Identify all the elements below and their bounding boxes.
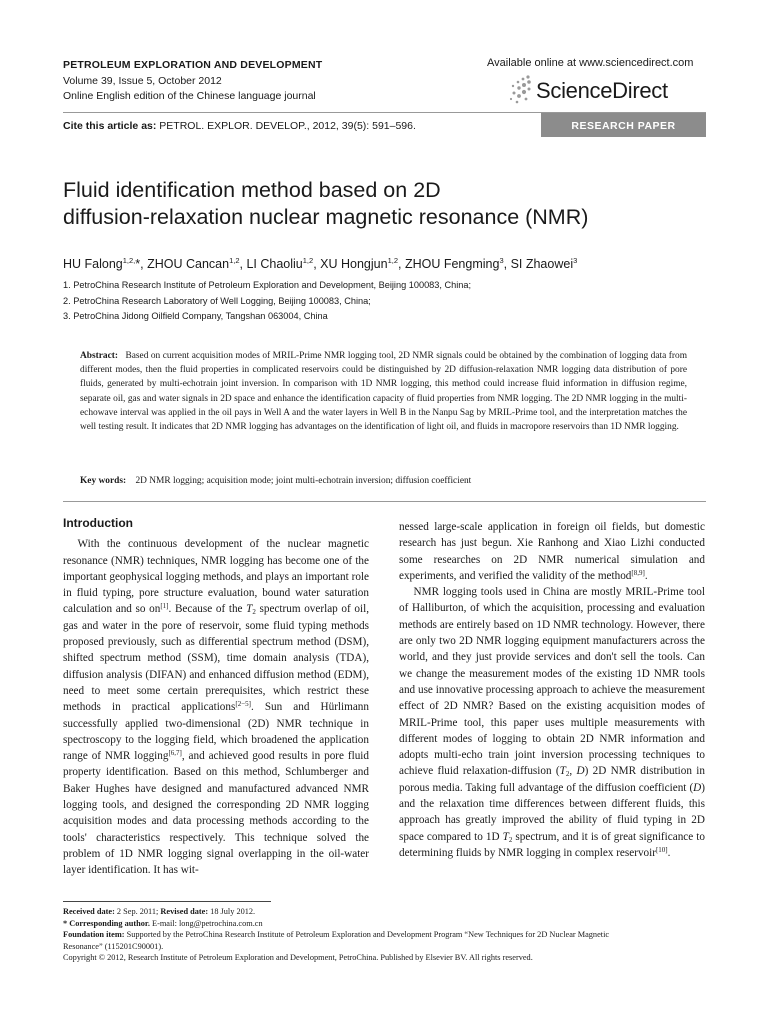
author-affiliation-mark: 3 (499, 256, 504, 265)
text-run: 18 July 2012. (208, 907, 256, 916)
text-run: , and achieved good results in pore fluid property identification. Based on this method, Schlumberger and Baker Hughes have designed and manufactured advanced NMR logging tools, and designed the corresponding 2D NMR logging acquisition modes and data processing methods according to the tools' characteristics respectively. This technique solved the problem of 1D NMR logging signal overlapping in the oil-water layer identification. It has wit- (63, 750, 370, 877)
author: XU Hongjun$^{1,2}$, (320, 256, 405, 271)
text-run: . (644, 569, 648, 582)
keywords (80, 476, 471, 486)
author: ZHOU Fengming$^3$, (404, 256, 511, 271)
text-run: spectrum overlap of oil, gas and water in the pore of reservoir, some fluid typing methods proposed previously, such as differential spectrum method (DSM), shifted spectrum method (SSM), time domain analysis (TDA), diffusion analysis (DIFAN) and enhanced diffusion method (EDM), need to meet some certain prerequisites, which restrict these methods in practical applications (63, 603, 369, 714)
text-run: [1] (160, 602, 169, 611)
author-name: XU Hongjun (320, 257, 388, 271)
author-affiliation-mark: 3 (573, 256, 578, 265)
author-affiliation-mark: 1,2 (229, 256, 240, 265)
author-affiliation-mark: 1,2 (387, 256, 398, 265)
text-run: . Sun and Hürlimann successfully applied two-dimensional (2D) NMR technique in spectroscopy to the logging field, which broadened the application range of NMR logging (63, 701, 369, 763)
text-run: With the continuous development of the nuclear magnetic resonance (NMR) techniques, NMR logging has become one of the important geophysical logging methods, and plays an important role in fluid typing, pore structure evaluation, bound water saturation calculation and so on (63, 538, 369, 616)
left-column (63, 515, 369, 879)
text-run: NMR logging tools used in China are mostly MRIL-Prime tool of Halliburton, of which the acquisition, processing and evaluation methods are entirely based on 1D NMR technology. However, there are only two 2D NMR logging equipment manufacturers across the world, and they just provide services and don't sell the tools. Can we change the measurement modes of the existing 1D NMR tools and use innovative processing approach to achieve the measurement effect of 2D NMR? Based on the existing acquisition modes of MRIL-Prime tool, this paper uses multiple measurements with different modes of logging to obtain 2D NMR information and adopts multi-echo train joint inversion processing techniques to achieve fluid relaxation-diffusion ( (399, 586, 705, 778)
text-run: [10] (655, 845, 668, 854)
author-name: ZHOU Cancan (147, 257, 230, 271)
footnote-divider (63, 901, 271, 902)
intro-paragraph-2 (399, 584, 705, 861)
text-run: D (693, 781, 702, 794)
intro-paragraph-1-continued (399, 519, 705, 584)
affiliation-1: 1. PetroChina Research Institute of Petroleum Exploration and Development, Beijing 100083, China; (63, 280, 472, 290)
abstract (80, 349, 687, 434)
cite-label: Cite this article as: (63, 120, 157, 132)
text-run: Revised date: (160, 907, 209, 916)
footnote-foundation-continued (63, 941, 723, 953)
text-run: . (667, 846, 671, 859)
text-run: ) 2D NMR distribution in porous media. Taking full advantage of the diffusion coefficient ( (399, 765, 705, 794)
affiliation-2: 2. PetroChina Research Laboratory of Well Logging, Beijing 100083, China; (63, 296, 371, 306)
text-run: [6,7] (168, 749, 182, 758)
abstract-divider (63, 501, 706, 502)
abstract-label: Abstract: (80, 351, 119, 361)
journal-volume: Volume 39, Issue 5, October 2012 (63, 75, 222, 87)
title-line-2: diffusion-relaxation nuclear magnetic resonance (NMR) (63, 205, 589, 229)
author-name: SI Zhaowei (510, 257, 574, 271)
author-affiliation-mark: 1,2 (302, 256, 314, 265)
text-run: Resonance” (115201C90001). (63, 941, 164, 951)
journal-name: PETROLEUM EXPLORATION AND DEVELOPMENT (63, 59, 323, 71)
footnote-foundation (63, 929, 723, 941)
text-run: 2 (565, 770, 570, 779)
author-name: LI Chaoliu (246, 257, 303, 271)
affiliation-3: 3. PetroChina Jidong Oilfield Company, Tangshan 063004, China (63, 311, 328, 321)
text-run: 2 (252, 608, 256, 617)
available-online-link[interactable]: Available online at www.sciencedirect.com (487, 57, 694, 69)
footnote-corresponding-author (63, 918, 723, 930)
text-run: Foundation item: (63, 930, 125, 940)
footnote-copyright (63, 952, 723, 964)
keywords-label: Key words: (80, 476, 127, 486)
text-run: * Corresponding author. (63, 918, 150, 928)
text-run: Copyright © 2012, Research Institute of Petroleum Exploration and Development, PetroChina. Published by Elsevier BV. All rights reserved. (63, 953, 533, 963)
text-run: [8,9] (631, 568, 645, 577)
author: ZHOU Cancan$^{1,2}$, (147, 256, 247, 271)
text-run: 2 (508, 835, 513, 844)
journal-edition: Online English edition of the Chinese language journal (63, 90, 316, 102)
sciencedirect-logo[interactable]: ScienceDirect (536, 78, 668, 103)
article-title (63, 177, 723, 231)
cite-line (63, 120, 416, 132)
footnotes (63, 906, 723, 964)
section-heading-introduction: Introduction (63, 516, 133, 530)
cite-text: PETROL. EXPLOR. DEVELOP., 2012, 39(5): 591–596. (156, 120, 416, 132)
text-run: T (559, 765, 566, 778)
author-name: ZHOU Fengming (404, 257, 500, 271)
author-list (63, 257, 577, 271)
abstract-text: Based on current acquisition modes of MRIL-Prime NMR logging tool, 2D NMR signals could be obtained by the combination of logging data from different modes, then the fluid properties in complicated reservoirs could be distinguished by 2D diffusion-relaxation NMR logging data distribution of pore fluids, generated by multi-echotrain joint inversion. In comparison with 1D NMR logging, this method could increase fluid information in diffusion regime, separate oil, gas and water signals in 2D space and enhance the identification capacity of fluid properties from NMR logging. The 2D NMR logging in the multi-echowave interval was applied in the oil pays in Well A and the water layers in Well B in the Nanpu Sag by MRIL-Prime tool, and the interpretation matches the well testing result. It indicates that 2D NMR logging has advantages on the identification of light oil, and fluids in macropore reservoirs than 1D NMR logging. (80, 351, 688, 433)
author (511, 257, 578, 271)
author-affiliation-mark: 1,2, (122, 256, 136, 265)
title-line-1: Fluid identification method based on 2D (63, 178, 441, 202)
text-run: T (246, 603, 253, 616)
text-run: ) and the relaxation time differences between different fluids, this approach has greatly improved the ability of fluid typing in 2D space compared to 1D (399, 781, 705, 843)
text-run: nessed large-scale application in foreign oil fields, but domestic research has just begun. Xie Ranhong and Xiao Lizhi conducted some researches on 2D NMR numerical simulation and experiments, and verified the validity of the method (399, 521, 705, 582)
corresponding-author-mark: * (135, 257, 141, 271)
research-paper-badge: RESEARCH PAPER (541, 113, 706, 137)
author: LI Chaoliu$^{1,2}$, (246, 256, 321, 271)
text-run: . Because of the (168, 603, 247, 616)
text-run: , (569, 765, 577, 778)
right-column (399, 519, 705, 861)
footnote-dates (63, 906, 723, 918)
text-run: T (502, 830, 509, 843)
author: HU Falong$^{1,2,}$*, (63, 256, 148, 271)
keywords-text: 2D NMR logging; acquisition mode; joint multi-echotrain inversion; diffusion coefficient (135, 476, 472, 486)
text-run: 2 Sep. 2011; (114, 907, 161, 916)
text-run: Supported by the PetroChina Research Institute of Petroleum Exploration and Development Program “New Techniques for 2D Nuclear Magnetic (124, 930, 610, 940)
text-run: E-mail: long@petrochina.com.cn (149, 918, 263, 928)
text-run: [2−5] (235, 700, 251, 709)
author-name: HU Falong (63, 257, 123, 271)
text-run: D (576, 765, 585, 778)
sciencedirect-dots-icon (508, 74, 532, 104)
text-run: Received date: (63, 907, 115, 916)
text-run: spectrum, and it is of great significance to determining fluids by NMR logging in complex reservoir (399, 830, 705, 859)
intro-paragraph-1 (63, 536, 369, 878)
